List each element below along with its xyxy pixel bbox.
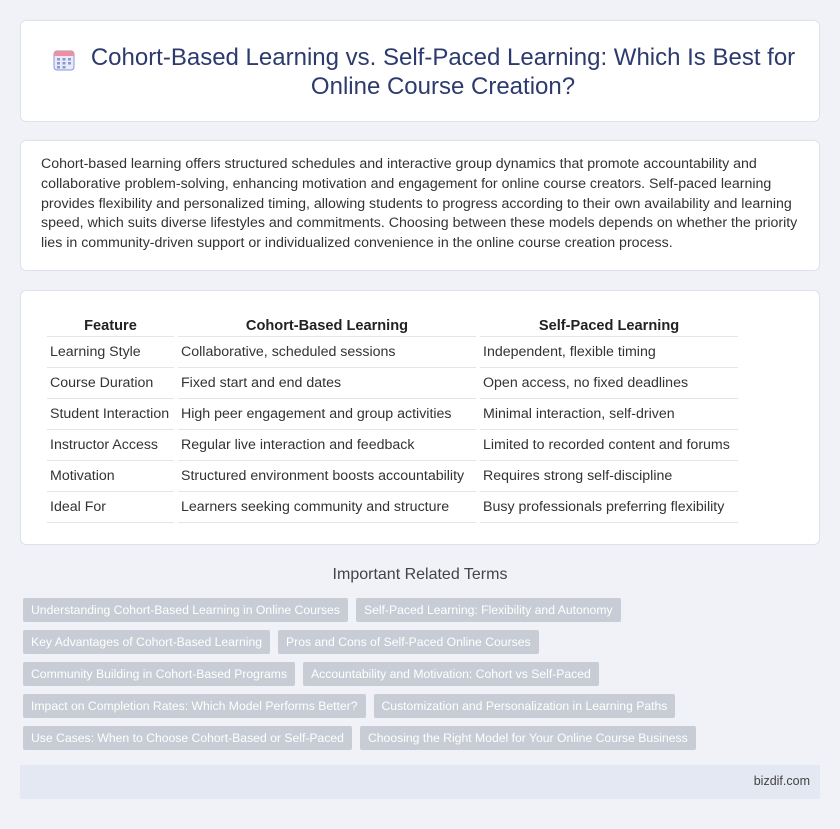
header-card [20, 20, 820, 122]
intro-card [20, 140, 820, 271]
page-title: Cohort-Based Learning vs. Self-Paced Learning: Which Is Best for Online Course Creation? [90, 44, 796, 100]
table-cell: Busy professionals preferring flexibility [480, 492, 738, 523]
table-row [47, 461, 738, 492]
related-terms-list [23, 598, 813, 750]
table-cell: Learning Style [47, 337, 174, 368]
related-term-link[interactable]: Accountability and Motivation: Cohort vs Self-Paced [303, 662, 599, 686]
calendar-icon [53, 49, 75, 71]
table-cell: High peer engagement and group activities [178, 399, 476, 430]
table-cell: Independent, flexible timing [480, 337, 738, 368]
related-term-link[interactable]: Impact on Completion Rates: Which Model Performs Better? [23, 694, 366, 718]
column-header-feature: Feature [47, 315, 174, 337]
table-row [47, 430, 738, 461]
table-cell: Limited to recorded content and forums [480, 430, 738, 461]
table-cell: Fixed start and end dates [178, 368, 476, 399]
column-header-self-paced: Self-Paced Learning [480, 315, 738, 337]
related-term-link[interactable]: Use Cases: When to Choose Cohort-Based or Self-Paced [23, 726, 352, 750]
related-term-link[interactable]: Community Building in Cohort-Based Programs [23, 662, 295, 686]
intro-paragraph: Cohort-based learning offers structured schedules and interactive group dynamics that promote accountability and collaborative problem-solving, enhancing motivation and engagement for online course creators. Self-paced learning provides flexibility and personalized timing, allowing students to progress according to their own availability and learning speed, which suits diverse lifestyles and commitments. Choosing between these models depends on whether the priority lies in community-driven support or individualized convenience in the online course creation process. [41, 156, 798, 252]
table-row [47, 368, 738, 399]
related-term-link[interactable]: Customization and Personalization in Learning Paths [374, 694, 676, 718]
table-row [47, 492, 738, 523]
table-cell: Open access, no fixed deadlines [480, 368, 738, 399]
table-cell: Learners seeking community and structure [178, 492, 476, 523]
table-cell: Course Duration [47, 368, 174, 399]
table-cell: Motivation [47, 461, 174, 492]
related-term-link[interactable]: Self-Paced Learning: Flexibility and Autonomy [356, 598, 621, 622]
table-cell: Regular live interaction and feedback [178, 430, 476, 461]
table-row [47, 337, 738, 368]
related-term-link[interactable]: Pros and Cons of Self-Paced Online Courses [278, 630, 539, 654]
table-cell: Minimal interaction, self-driven [480, 399, 738, 430]
related-term-link[interactable]: Understanding Cohort-Based Learning in Online Courses [23, 598, 348, 622]
table-cell: Instructor Access [47, 430, 174, 461]
comparison-card [20, 290, 820, 545]
table-cell: Collaborative, scheduled sessions [178, 337, 476, 368]
footer-domain[interactable]: bizdif.com [753, 774, 810, 788]
table-cell: Structured environment boosts accountability [178, 461, 476, 492]
column-header-cohort: Cohort-Based Learning [178, 315, 476, 337]
table-cell: Student Interaction [47, 399, 174, 430]
table-cell: Requires strong self-discipline [480, 461, 738, 492]
related-term-link[interactable]: Key Advantages of Cohort-Based Learning [23, 630, 270, 654]
comparison-table [43, 315, 742, 523]
related-terms-title: Important Related Terms [332, 566, 508, 583]
related-term-link[interactable]: Choosing the Right Model for Your Online Course Business [360, 726, 696, 750]
table-header-row [47, 315, 738, 337]
table-row [47, 399, 738, 430]
title-wrap [21, 21, 821, 123]
footer [20, 765, 820, 799]
table-cell: Ideal For [47, 492, 174, 523]
